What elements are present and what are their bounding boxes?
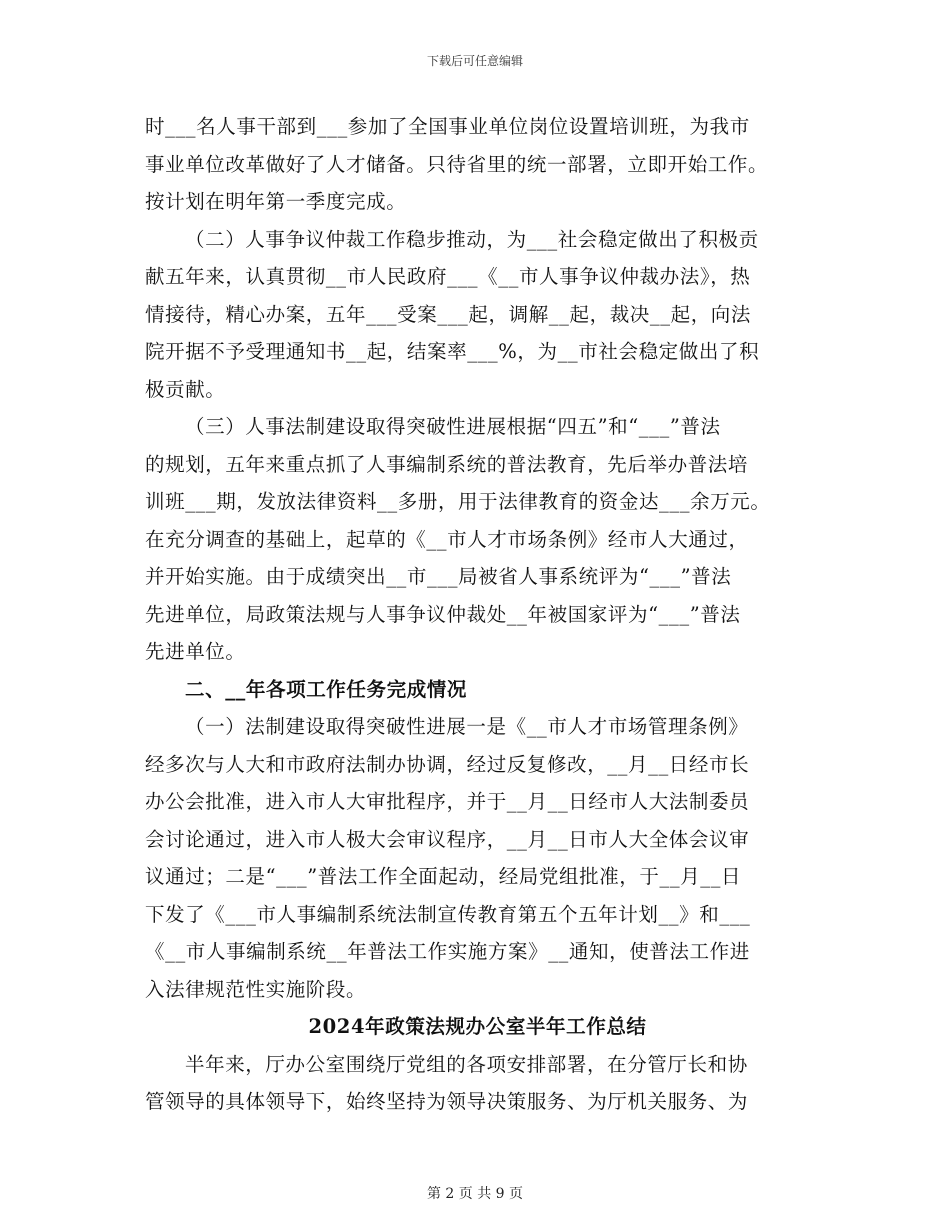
section-heading: 二、__年各项工作任务完成情况 <box>185 677 468 701</box>
paragraph-line: 院开据不予受理通知书__起，结案率___%，为__市社会稳定做出了积 <box>145 340 760 363</box>
paragraph-line: 时___名人事干部到___参加了全国事业单位岗位设置培训班，为我市 <box>145 115 750 138</box>
paragraph-line: 《__市人事编制系统__年普法工作实施方案》__通知，使普法工作进 <box>145 940 750 963</box>
paragraph-line: 经多次与人大和市政府法制办协调，经过反复修改，__月__日经市长 <box>145 752 750 776</box>
paragraph-line: （二）人事争议仲裁工作稳步推动，为___社会稳定做出了积极贡 <box>185 227 759 251</box>
paragraph-line: （一）法制建设取得突破性进展一是《__市人才市场管理条例》 <box>185 715 749 738</box>
paragraph-line: 情接待，精心办案，五年___受案___起，调解__起，裁决__起，向法 <box>145 302 752 326</box>
page-footer: 第 2 页 共 9 页 <box>426 1186 524 1202</box>
paragraph-line: 献五年来，认真贯彻__市人民政府___《__市人事争议仲裁办法》，热 <box>145 265 751 288</box>
paragraph-line: 事业单位改革做好了人才储备。只待省里的统一部署，立即开始工作。 <box>145 152 769 176</box>
paragraph-line: 并开始实施。由于成绩突出__市___局被省人事系统评为“___”普法 <box>145 565 732 588</box>
document-title: 2024年政策法规办公室半年工作总结 <box>308 1015 647 1038</box>
document-body <box>145 108 810 1121</box>
paragraph-line: 先进单位，局政策法规与人事争议仲裁处__年被国家评为“___”普法 <box>145 602 741 626</box>
paragraph-line: 按计划在明年第一季度完成。 <box>145 190 407 213</box>
paragraph-line: 会讨论通过，进入市人极大会审议程序，__月__日市人大全体会议审 <box>145 827 750 851</box>
paragraph-line: （三）人事法制建设取得突破性进展根据“四五”和“___”普法 <box>185 415 721 438</box>
paragraph-line: 在充分调查的基础上，起草的《__市人才市场条例》经市人大通过， <box>145 527 749 551</box>
paragraph-line: 办公会批准，进入市人大审批程序，并于__月__日经市人大法制委员 <box>145 790 750 813</box>
paragraph-line: 下发了《___市人事编制系统法制宣传教育第五个五年计划__》和___ <box>145 902 751 926</box>
paragraph-line: 管领导的具体领导下，始终坚持为领导决策服务、为厅机关服务、为 <box>145 1090 749 1113</box>
page-header: 下载后可任意编辑 <box>426 54 523 68</box>
paragraph-line: 训班___期，发放法律资料__多册，用于法律教育的资金达___余万元。 <box>145 490 771 513</box>
paragraph-line: 极贡献。 <box>145 377 226 401</box>
paragraph-line: 入法律规范性实施阶段。 <box>145 977 367 1001</box>
paragraph-line: 议通过；二是“___”普法工作全面起动，经局党组批准，于__月__日 <box>145 865 742 888</box>
paragraph-line: 半年来，厅办公室围绕厅党组的各项安排部署，在分管厅长和协 <box>185 1052 748 1076</box>
paragraph-line: 的规划，五年来重点抓了人事编制系统的普法教育，先后举办普法培 <box>145 452 749 476</box>
paragraph-line: 先进单位。 <box>145 640 246 663</box>
